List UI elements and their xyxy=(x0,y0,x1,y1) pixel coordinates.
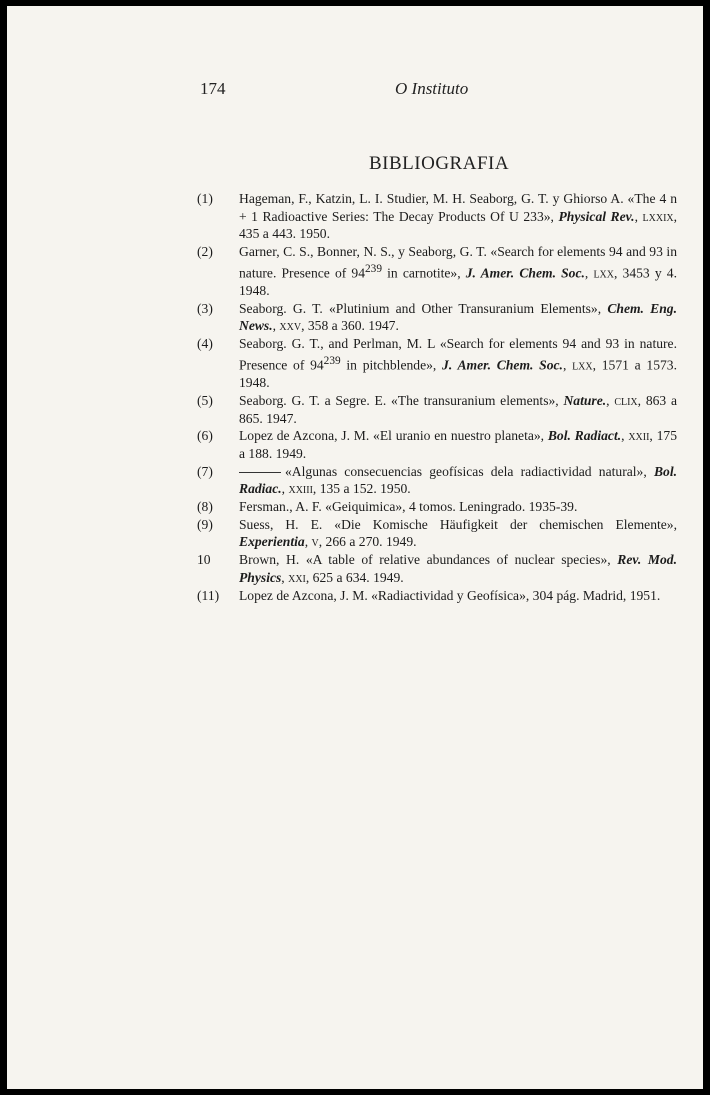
bib-authors-title: Seaborg. G. T. «Plutinium and Other Transuranium Elements», xyxy=(239,300,608,316)
bib-pages-year: , 863 a 865. 1947. xyxy=(239,392,678,426)
bib-text: «Algunas consecuencias geofísicas dela radiactividad natural», Bol. Radiac., xxiii, 135 a 152. 1950. xyxy=(239,463,677,497)
bib-pages-year: , 358 a 360. 1947. xyxy=(301,318,399,334)
bib-label: (4) xyxy=(197,336,213,352)
bib-title-end: in pitchblende», xyxy=(340,357,443,373)
bib-label: (3) xyxy=(197,300,213,316)
bib-entry-5 xyxy=(197,392,677,427)
bib-authors-title: Seaborg. G. T. a Segre. E. «The transuranium elements», xyxy=(239,392,564,408)
bib-entry-9 xyxy=(197,516,677,551)
bib-text: Seaborg. G. T. «Plutinium and Other Transuranium Elements», Chem. Eng. News., xxv, 358 a 360. 1947. xyxy=(239,300,677,334)
bib-entry-6 xyxy=(197,427,677,462)
bib-label: (9) xyxy=(197,516,213,532)
bib-entry-4 xyxy=(197,335,677,392)
bib-label: (8) xyxy=(197,499,213,515)
bib-pages-year: , 175 a 188. 1949. xyxy=(239,428,677,461)
bib-volume: xxiii xyxy=(288,481,313,497)
bib-label: (7) xyxy=(197,463,213,479)
bib-authors-title: Garner, C. S., Bonner, N. S., y Seaborg, G. T. «Search for elements 94 and 93 in nature. Presence of 94 xyxy=(239,244,677,281)
bib-journal: Bol. Radiac. xyxy=(239,463,677,497)
bib-pages-year: , 625 a 634. 1949. xyxy=(305,569,404,585)
bib-authors-title: Seaborg. G. T., and Perlman, M. L «Search for elements 94 and 93 in nature. Presence of 94 xyxy=(239,336,677,373)
bib-journal: Experientia xyxy=(239,534,305,550)
bib-superscript: 239 xyxy=(323,354,341,367)
ditto-dash xyxy=(239,472,281,473)
bib-text: Brown, H. «A table of relative abundances of nuclear species», Rev. Mod. Physics, xxi, 625 a 634. 1949. xyxy=(239,552,677,585)
bib-text: Seaborg. G. T. a Segre. E. «The transuranium elements», Nature., clix, 863 a 865. 1947. xyxy=(239,392,678,426)
bib-volume: v xyxy=(311,534,319,550)
bib-journal: J. Amer. Chem. Soc. xyxy=(465,265,585,281)
bib-authors-title: Lopez de Azcona, J. M. «Radiactividad y Geofísica», 304 pág. Madrid, 1951. xyxy=(239,587,661,603)
bib-entry-2 xyxy=(197,243,677,300)
bib-journal: Rev. Mod. Physics xyxy=(239,552,677,585)
bib-entry-1 xyxy=(197,190,677,243)
bib-title-end: in carnotite», xyxy=(382,265,466,281)
bib-journal: Chem. Eng. News. xyxy=(239,300,677,334)
bib-text: Garner, C. S., Bonner, N. S., y Seaborg, G. T. «Search for elements 94 and 93 in nature. Presence of $94^{239}$ in carnotite», J. Amer. Chem. Soc., lxx, 3453 y 4. 1948. xyxy=(239,244,677,299)
running-head xyxy=(7,79,703,103)
bib-label: (11) xyxy=(197,587,220,603)
bib-pages-year: , 1571 a 1573. 1948. xyxy=(239,357,677,391)
bib-authors-title: Brown, H. «A table of relative abundances of nuclear species», xyxy=(239,552,618,568)
bib-pages-year: , 266 a 270. 1949. xyxy=(318,534,417,550)
bib-entry-10 xyxy=(197,551,677,586)
bib-journal: J. Amer. Chem. Soc. xyxy=(442,357,563,373)
bib-volume: xxv xyxy=(279,318,302,334)
bib-journal: Physical Rev. xyxy=(558,208,635,224)
bib-entry-11 xyxy=(197,587,677,605)
journal-title: O Instituto xyxy=(395,79,469,98)
bib-text xyxy=(239,498,677,516)
bib-journal: Bol. Radiact. xyxy=(547,428,622,444)
bib-label: 10 xyxy=(197,552,211,568)
bib-authors-title: Fersman., A. F. «Geiquimica», 4 tomos. Leningrado. 1935-39. xyxy=(239,499,578,515)
document-page xyxy=(7,6,703,1089)
bib-label: (1) xyxy=(197,191,213,206)
bib-volume: lxxix xyxy=(642,208,674,224)
bib-text: Suess, H. E. «Die Komische Häufigkeit der chemischen Elemente», Experientia, v, 266 a 270. 1949. xyxy=(239,516,677,550)
bib-volume: lxx xyxy=(593,265,614,281)
bib-volume: xxi xyxy=(288,569,306,585)
page-number: 174 xyxy=(200,79,226,98)
bibliography-list xyxy=(197,190,677,604)
bib-pages-year: , 435 a 443. 1950. xyxy=(239,208,678,242)
bib-text xyxy=(239,587,677,605)
bib-text: Lopez de Azcona, J. M. «El uranio en nuestro planeta», Bol. Radiact., xxii, 175 a 188. 1949. xyxy=(239,428,677,461)
section-title: BIBLIOGRAFIA xyxy=(369,153,510,174)
bib-label: (5) xyxy=(197,392,213,408)
bib-entry-3 xyxy=(197,300,677,335)
bib-superscript: 239 xyxy=(365,262,383,275)
bib-label: (6) xyxy=(197,428,213,444)
bib-entry-7 xyxy=(197,463,677,498)
bib-text: Seaborg. G. T., and Perlman, M. L «Search for elements 94 and 93 in nature. Presence of $94^{239}$ in pitchblende», J. Amer. Chem. Soc., lxx, 1571 a 1573. 1948. xyxy=(239,336,677,391)
bib-label: (2) xyxy=(197,244,213,260)
bib-pages-year: , 3453 y 4. 1948. xyxy=(239,265,677,299)
bib-volume: clix xyxy=(614,392,638,408)
bib-text: Hageman, F., Katzin, L. I. Studier, M. H. Seaborg, G. T. y Ghiorso A. «The 4 n + 1 Radioactive Series: The Decay Products Of U 233», Physical Rev., lxxix, 435 a 443. 1950. xyxy=(239,191,678,242)
bib-authors-title: «Algunas consecuencias geofísicas dela radiactividad natural», xyxy=(285,463,654,479)
bib-pages-year: , 135 a 152. 1950. xyxy=(312,481,411,497)
bib-volume: xxii xyxy=(628,428,650,444)
bib-authors-title: Suess, H. E. «Die Komische Häufigkeit der chemischen Elemente», xyxy=(239,516,677,532)
bib-entry-8 xyxy=(197,498,677,516)
bib-volume: lxx xyxy=(572,357,593,373)
bib-journal: Nature. xyxy=(563,392,607,408)
bib-authors-title: Hageman, F., Katzin, L. I. Studier, M. H. Seaborg, G. T. y Ghiorso A. «The 4 n + 1 Radioactive Series: The Decay Products Of U 233», xyxy=(239,191,677,224)
bib-authors-title: Lopez de Azcona, J. M. «El uranio en nuestro planeta», xyxy=(239,428,548,444)
